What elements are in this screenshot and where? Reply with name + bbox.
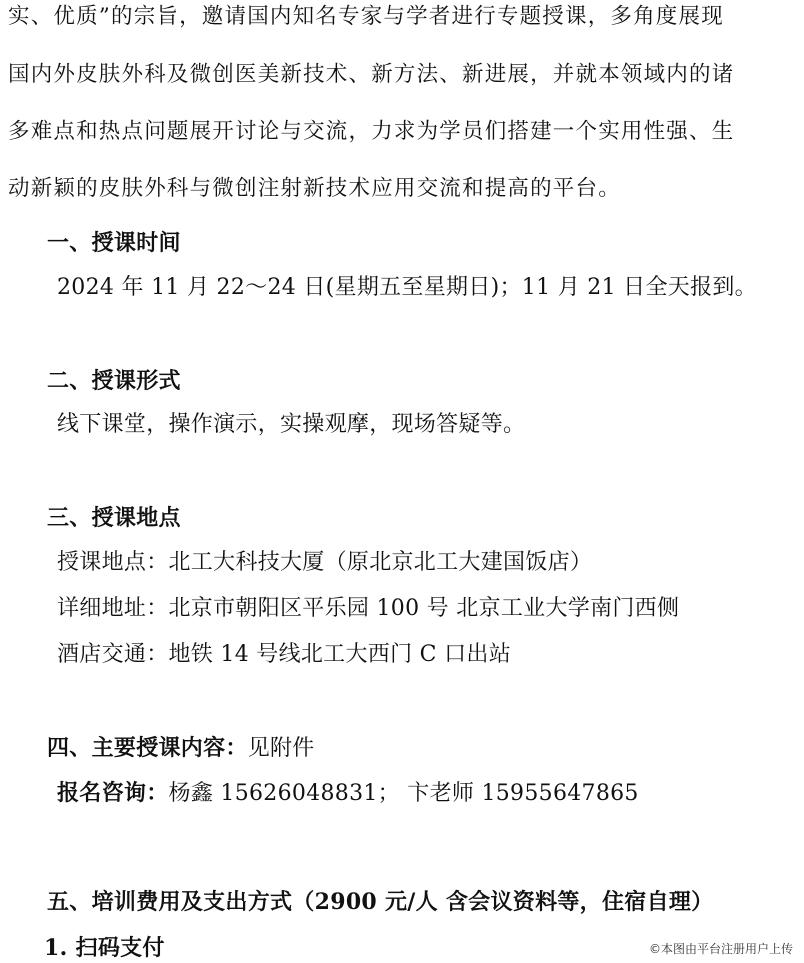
venue-name: 授课地点：北工大科技大厦（原北京北工大建国饭店） — [57, 550, 593, 575]
section5-heading: 五、培训费用及支出方式（2900 元/人 含会议资料等，住宿自理） — [47, 889, 714, 915]
section4-heading — [47, 733, 315, 764]
venue-address: 详细地址：北京市朝阳区平乐园 100 号 北京工业大学南门西侧 — [57, 596, 680, 621]
contact-value: 杨鑫 15626048831； 卞老师 15955647865 — [168, 781, 639, 806]
section4-heading-label: 四、主要授课内容： — [47, 735, 248, 761]
intro-line-2: 国内外皮肤外科及微创医美新技术、新方法、新进展，并就本领域内的诸 — [8, 62, 735, 87]
section4-heading-value: 见附件 — [247, 736, 315, 761]
section1-heading: 一、授课时间 — [47, 230, 181, 256]
upload-watermark: ©本图由平台注册用户上传 — [646, 939, 796, 958]
contact-line — [57, 778, 639, 809]
section2-content: 线下课堂，操作演示，实操观摩，现场答疑等。 — [57, 412, 526, 437]
intro-line-4: 动新颖的皮肤外科与微创注射新技术应用交流和提高的平台。 — [8, 176, 621, 201]
contact-label: 报名咨询： — [57, 780, 169, 806]
intro-line-1: 实、优质”的宗旨，邀请国内知名专家与学者进行专题授课，多角度展现 — [8, 4, 724, 29]
intro-line-3: 多难点和热点问题展开讨论与交流，力求为学员们搭建一个实用性强、生 — [8, 119, 735, 144]
section1-content: 2024 年 11 月 22～24 日(星期五至星期日)；11 月 21 日全天报到。 — [57, 275, 757, 300]
section2-heading: 二、授课形式 — [47, 368, 181, 394]
section5-sub1: 1. 扫码支付 — [44, 935, 165, 961]
venue-transport: 酒店交通：地铁 14 号线北工大西门 C 口出站 — [57, 642, 512, 667]
section3-heading: 三、授课地点 — [47, 505, 181, 531]
